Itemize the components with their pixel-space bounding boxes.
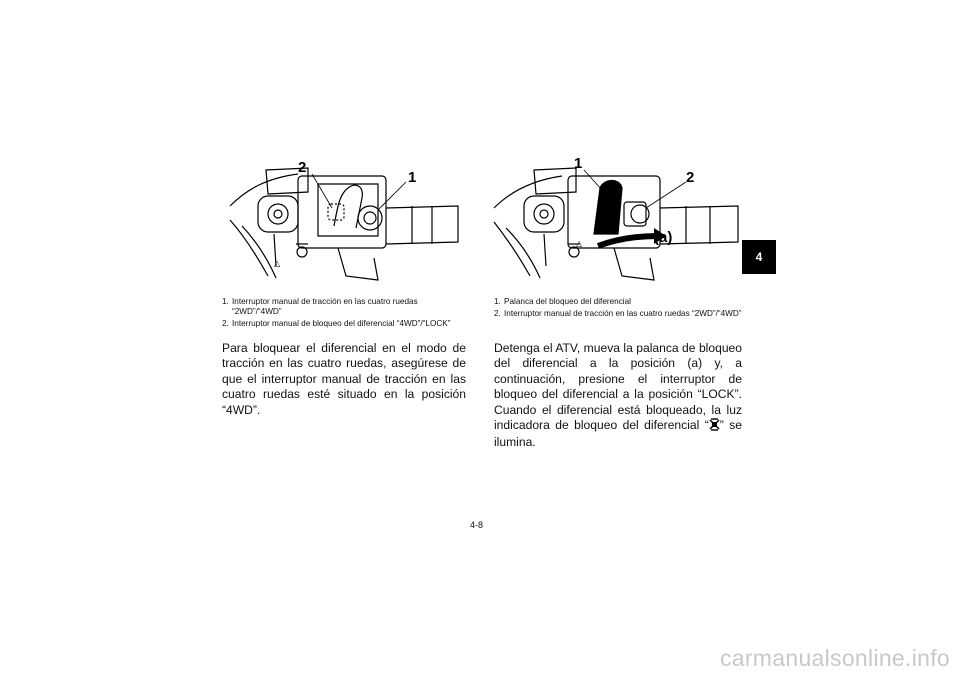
watermark: carmanualsonline.info xyxy=(719,645,950,671)
left-illustration xyxy=(228,148,460,288)
left-caption-list xyxy=(222,297,462,331)
callout-2: 2 xyxy=(298,159,307,176)
chapter-tab: 4 xyxy=(742,240,776,274)
callout-a: (a) xyxy=(654,229,673,246)
right-illustration xyxy=(490,148,740,288)
triangle-mark-icon: △ xyxy=(274,259,281,268)
caption-text: Interruptor manual de bloqueo del diferencial “4WD”/“LOCK” xyxy=(232,319,451,328)
handlebar-switch-drawing xyxy=(228,148,460,288)
caption-text: Palanca del bloqueo del diferencial xyxy=(504,297,631,306)
callout-1: 1 xyxy=(408,169,417,186)
caption-item xyxy=(222,297,462,317)
caption-number: 1. xyxy=(222,297,229,306)
caption-item xyxy=(494,309,742,319)
caption-item xyxy=(494,297,742,307)
caption-item xyxy=(222,319,462,329)
callout-1: 1 xyxy=(574,155,583,172)
caption-text: Interruptor manual de tracción en las cuatro ruedas “2WD”/“4WD” xyxy=(504,309,742,318)
caption-text: Interruptor manual de tracción en las cuatro ruedas “2WD”/“4WD” xyxy=(232,297,418,316)
differential-lever-drawing xyxy=(490,148,740,288)
triangle-mark-icon: △ xyxy=(576,239,583,248)
right-paragraph xyxy=(494,341,742,451)
caption-number: 2. xyxy=(494,309,501,318)
caption-number: 2. xyxy=(222,319,229,328)
left-paragraph: Para bloquear el diferencial en el modo de tracción en las cuatro ruedas, asegúrese de que el interruptor manual de tracción en las cuatro ruedas esté situado en la posición “4WD”. xyxy=(222,341,466,417)
caption-number: 1. xyxy=(494,297,501,306)
right-caption-list xyxy=(494,297,742,321)
right-paragraph-main: Detenga el ATV, mueva la palanca de bloqueo del diferencial a la posición (a) y, a continuación, presione el interruptor de bloqueo del diferencial a la posición “LOCK”. Cuando el diferencial está bloqueado, la luz indicadora de bloqueo del diferencial “ xyxy=(494,341,742,433)
right-paragraph-end: ” se ilumina. xyxy=(494,418,742,450)
differential-lock-icon xyxy=(709,418,720,435)
callout-2: 2 xyxy=(686,169,695,186)
page-number: 4-8 xyxy=(470,520,484,530)
